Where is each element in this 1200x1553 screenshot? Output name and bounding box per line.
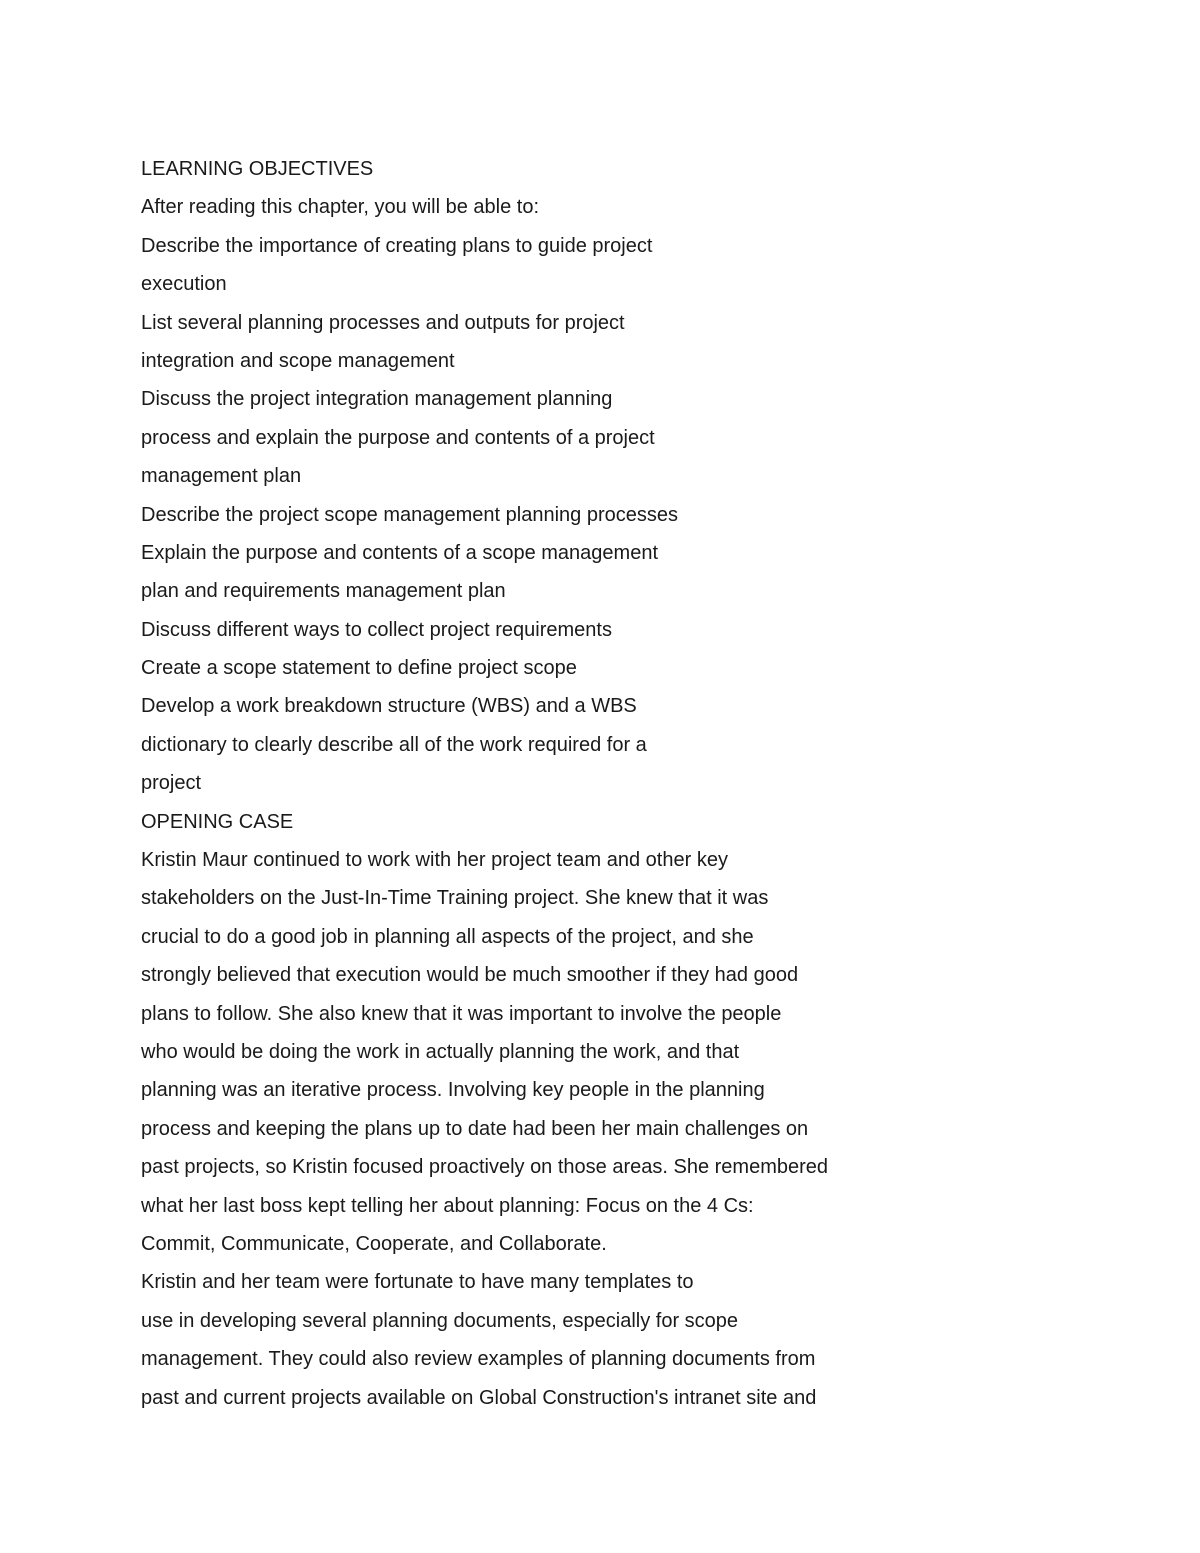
objective-line: project <box>141 772 202 795</box>
paragraph-line: what her last boss kept telling her about planning: Focus on the 4 Cs: <box>141 1194 754 1217</box>
objective-line: Discuss the project integration management planning <box>141 388 613 411</box>
objective-line: Describe the importance of creating plans to guide project <box>141 234 653 257</box>
objective-line: dictionary to clearly describe all of the work required for a <box>141 733 647 756</box>
paragraph-line: strongly believed that execution would be much smoother if they had good <box>141 964 799 987</box>
paragraph-line: management. They could also review examples of planning documents from <box>141 1348 816 1371</box>
paragraph-line: past and current projects available on Global Construction's intranet site and <box>141 1386 817 1409</box>
objective-line: Create a scope statement to define project scope <box>141 657 577 680</box>
paragraph-line: crucial to do a good job in planning all aspects of the project, and she <box>141 925 754 948</box>
paragraph-line: Commit, Communicate, Cooperate, and Collaborate. <box>141 1232 607 1255</box>
section-heading-opening-case: OPENING CASE <box>141 810 294 833</box>
paragraph-line: who would be doing the work in actually planning the work, and that <box>141 1040 740 1063</box>
intro-line: After reading this chapter, you will be able to: <box>141 196 540 219</box>
section-heading-learning-objectives: LEARNING OBJECTIVES <box>141 158 374 180</box>
objective-line: Discuss different ways to collect project requirements <box>141 618 612 641</box>
objective-line: management plan <box>141 465 302 488</box>
paragraph-line: planning was an iterative process. Involving key people in the planning <box>141 1079 765 1102</box>
paragraph-line: Kristin Maur continued to work with her project team and other key <box>141 849 728 872</box>
objective-line: execution <box>141 273 227 296</box>
paragraph-line: Kristin and her team were fortunate to have many templates to <box>141 1271 694 1294</box>
paragraph-line: process and keeping the plans up to date had been her main challenges on <box>141 1117 809 1140</box>
objective-line: plan and requirements management plan <box>141 580 506 603</box>
objective-line: integration and scope management <box>141 349 455 372</box>
objective-line: process and explain the purpose and contents of a project <box>141 426 655 449</box>
paragraph-line: use in developing several planning documents, especially for scope <box>141 1309 739 1332</box>
paragraph-line: stakeholders on the Just-In-Time Training project. She knew that it was <box>141 887 769 910</box>
objective-line: Describe the project scope management planning processes <box>141 503 678 526</box>
paragraph-line: past projects, so Kristin focused proactively on those areas. She remembered <box>141 1156 829 1179</box>
paragraph-line: plans to follow. She also knew that it was important to involve the people <box>141 1002 782 1025</box>
objective-line: Develop a work breakdown structure (WBS) and a WBS <box>141 695 637 718</box>
objective-line: List several planning processes and outputs for project <box>141 311 625 334</box>
objective-line: Explain the purpose and contents of a scope management <box>141 541 659 564</box>
document-body <box>141 150 1041 1417</box>
